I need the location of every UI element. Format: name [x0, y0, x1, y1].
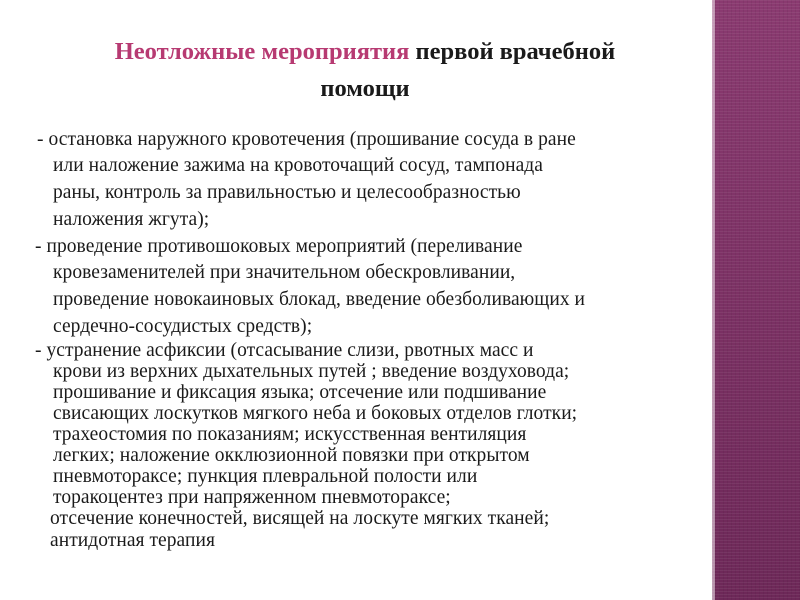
side-band-edge — [712, 0, 715, 600]
title-line-2: помощи — [320, 75, 410, 102]
item-3-line-2: крови из верхних дыхательных путей ; введение воздуховода; — [53, 361, 570, 382]
title-accent: Неотложные мероприятия — [114, 38, 410, 65]
item-1-line-2: или наложение зажима на кровоточащий сосуд, тампонада — [53, 155, 543, 176]
item-3-line-8: торакоцентез при напряженном пневмотораксе; — [53, 487, 451, 508]
item-3-line-1: - устранение асфиксии (отсасывание слизи, рвотных масс и — [35, 340, 534, 361]
item-2-line-1: - проведение противошоковых мероприятий (переливание — [35, 236, 523, 257]
item-2-line-4: сердечно-сосудистых средств); — [53, 316, 313, 337]
item-3-line-3: прошивание и фиксация языка; отсечение или подшивание — [53, 382, 547, 403]
item-3-line-9: отсечение конечностей, висящей на лоскуте мягких тканей; — [50, 508, 550, 529]
item-3-line-6: легких; наложение окклюзионной повязки при открытом — [53, 445, 530, 466]
item-1-line-4: наложения жгута); — [53, 209, 210, 230]
title-rest-1: первой врачебной — [409, 38, 616, 65]
item-1-line-1: - остановка наружного кровотечения (прошивание сосуда в ране — [37, 129, 576, 150]
item-3-line-7: пневмотораксе; пункция плевральной полости или — [53, 466, 478, 487]
item-2-line-2: кровезаменителей при значительном обескровливании, — [53, 262, 516, 283]
item-1-line-3: раны, контроль за правильностью и целесообразностью — [53, 182, 521, 203]
decorative-side-band — [712, 0, 800, 600]
item-2-line-3: проведение новокаиновых блокад, введение обезболивающих и — [53, 289, 586, 310]
item-3-line-4: свисающих лоскутков мягкого неба и боковых отделов глотки; — [53, 403, 578, 424]
item-3-line-5: трахеостомия по показаниям; искусственная вентиляция — [53, 424, 527, 445]
item-3-line-10: антидотная терапия — [50, 530, 215, 551]
